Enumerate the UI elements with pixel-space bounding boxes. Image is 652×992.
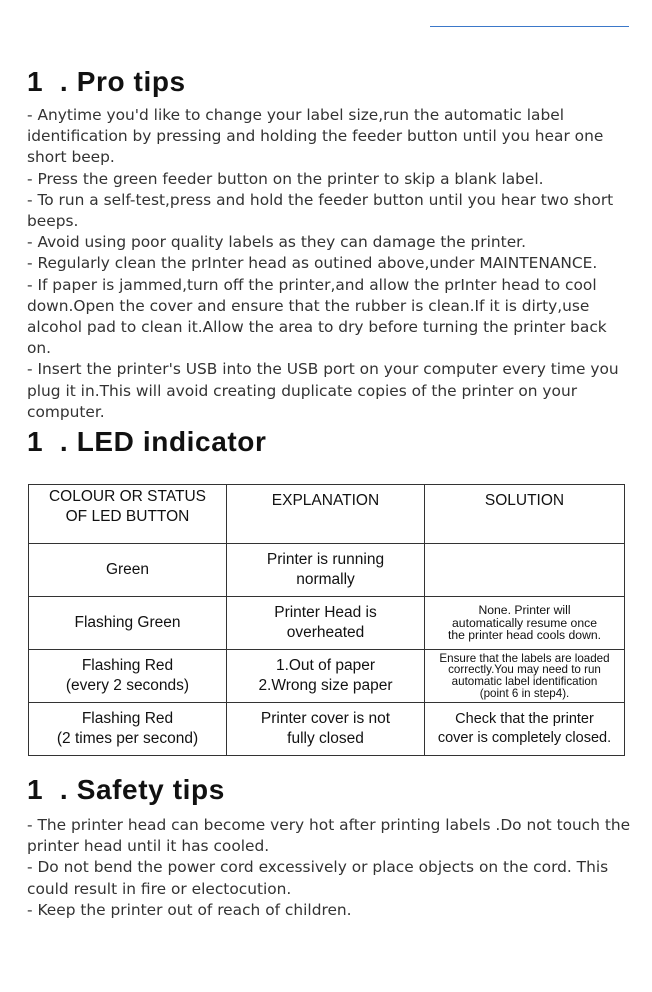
led-status: Green [29,544,227,597]
list-item: - Insert the printer's USB into the USB port on your computer every time you plug it in.This will avoid creating duplicate copies of the printer on your computer. [27,360,619,421]
pro-tips-list [27,105,632,423]
list-item: - Keep the printer out of reach of children. [27,900,352,919]
led-status: Flashing Green [29,597,227,650]
led-solution: Check that the printer cover is completely closed. [425,703,625,756]
led-explanation: Printer Head is overheated [227,597,425,650]
column-header: EXPLANATION [227,485,425,544]
list-item: - Regularly clean the prInter head as outined above,under MAINTENANCE. [27,254,598,273]
led-status: Flashing Red (2 times per second) [29,703,227,756]
led-indicator-heading: 1 . LED indicator [27,426,267,457]
list-item: - The printer head can become very hot after printing labels .Do not touch the printer head until it has cooled. [27,816,631,856]
led-explanation: Printer is running normally [227,544,425,597]
table-row [29,544,625,597]
led-table [28,484,625,756]
list-item: - Avoid using poor quality labels as they can damage the printer. [27,233,526,252]
table-row [29,650,625,703]
led-explanation: Printer cover is not fully closed [227,703,425,756]
led-solution: Ensure that the labels are loaded correctly.You may need to run automatic label identification (point 6 in step4). [425,650,625,703]
table-row [29,703,625,756]
led-solution: None. Printer will automatically resume once the printer head cools down. [425,597,625,650]
top-rule [430,26,629,27]
column-header: COLOUR OR STATUS OF LED BUTTON [29,485,227,544]
led-solution [425,544,625,597]
led-explanation: 1.Out of paper 2.Wrong size paper [227,650,425,703]
list-item: - To run a self-test,press and hold the feeder button until you hear two short beeps. [27,190,614,231]
safety-tips-heading: 1 . Safety tips [27,774,225,805]
table-header-row [29,485,625,544]
safety-tips-list [27,815,632,921]
pro-tips-heading: 1 . Pro tips [27,66,186,97]
list-item: - Do not bend the power cord excessively or place objects on the cord. This could result in fire or electocution. [27,858,609,898]
column-header: SOLUTION [425,485,625,544]
list-item: - Press the green feeder button on the printer to skip a blank label. [27,169,544,188]
table-row [29,597,625,650]
list-item: - If paper is jammed,turn off the printer,and allow the prInter head to cool down.Open the cover and ensure that the rubber is clean.If it is dirty,use alcohol pad to clean it.Allow the area to dry before turning the printer back on. [27,275,607,358]
list-item: - Anytime you'd like to change your label size,run the automatic label identification by pressing and holding the feeder button until you hear one short beep. [27,106,604,167]
led-status: Flashing Red (every 2 seconds) [29,650,227,703]
